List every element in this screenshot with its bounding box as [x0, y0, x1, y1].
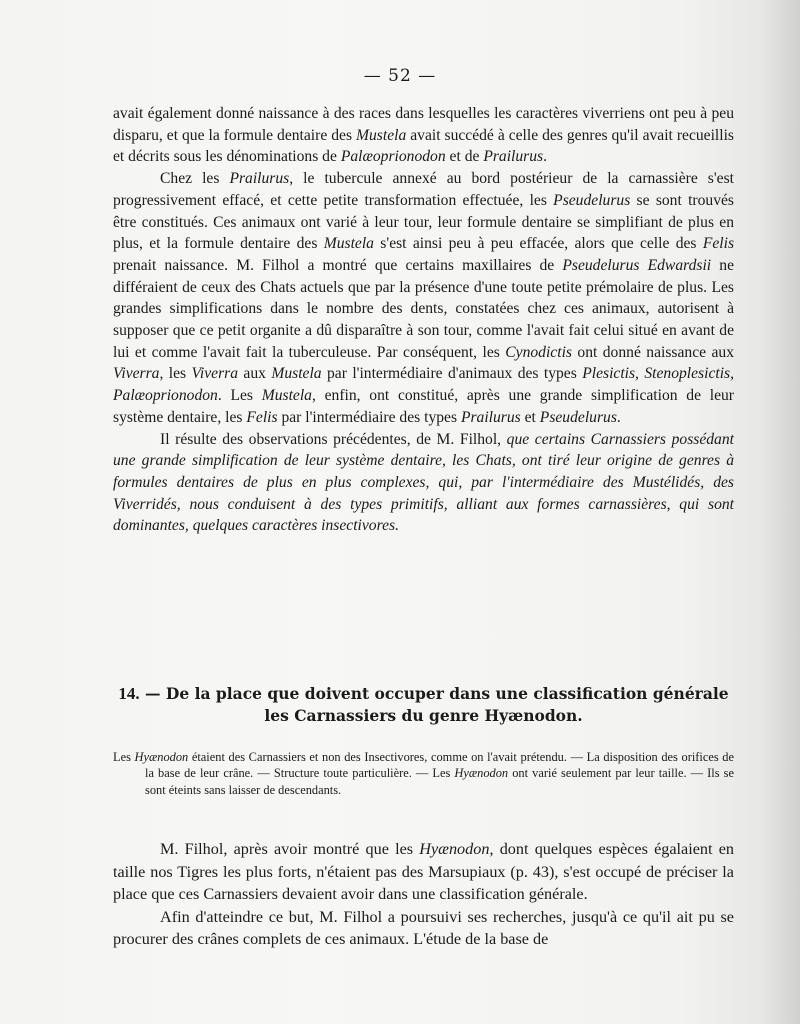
text-run: par l'intermédiaire d'animaux des types	[321, 365, 583, 383]
italic-run: Palæoprionodon	[340, 148, 446, 166]
body-text-bottom	[113, 838, 734, 951]
italic-run: Viverra	[113, 365, 160, 383]
text-run: ont varié seulement par leur taille. — Ils se sont éteints sans laisser de descendants.	[145, 766, 734, 797]
italic-run: Prailurus	[483, 148, 544, 166]
text-run: et de	[445, 148, 484, 166]
text-run: Il résulte des observations précédentes, de M. Filhol,	[160, 430, 507, 448]
text-run: , le tubercule annexé au bord postérieur de la carnassière s'est progressivement effacé, et cette petite transformation effectuée, les	[113, 170, 734, 209]
text-run: s'est ainsi peu à peu effacée, alors que celle des	[373, 235, 703, 253]
section-heading	[113, 683, 734, 727]
italic-run: Pseudelurus	[539, 408, 617, 426]
text-run: par l'intermédiaire des types	[277, 408, 461, 426]
text-run: avait succédé à celle des genres qu'il avait recueillis et décrits sous les dénominations de	[113, 126, 734, 166]
italic-run: Felis	[702, 235, 735, 253]
text-run: prenait naissance. M. Filhol a montré que certains maxillaires de	[113, 256, 563, 274]
italic-run: Prailurus	[460, 408, 521, 426]
italic-run: Hyænodon	[454, 766, 509, 781]
italic-run: Mustela	[323, 235, 374, 253]
text-run: Chez les	[160, 170, 230, 188]
text-run: se sont trouvés être constitués. Ces animaux ont varié à leur tour, leur formule dentaire se simplifiant de plus en plus, et la formule dentaire des	[113, 191, 734, 253]
body-text-top	[113, 103, 734, 537]
italic-run: Pseudelurus	[553, 191, 631, 209]
section-summary	[113, 749, 734, 798]
paragraph	[113, 103, 734, 168]
text-run: avait également donné naissance à des races dans lesquelles les caractères viverriens ont peu à peu disparu, et que la formule dentaire des	[113, 105, 734, 144]
text-run: , enfin, ont constitué, après une grande simplification de leur système dentaire, les	[113, 387, 734, 426]
italic-run: Mustela	[261, 387, 312, 405]
text-run: Afin d'atteindre ce but, M. Filhol a poursuivi ses recherches, jusqu'à ce qu'il ait pu se procurer des crânes complets de ces animaux. L'étude de la base de	[113, 907, 734, 949]
text-run: .	[616, 408, 621, 426]
paragraph	[113, 906, 734, 951]
text-run: étaient des Carnassiers et non des Insectivores, comme on l'avait prétendu. — La disposition des orifices de la base de leur crâne. — Structure toute particulière. — Les	[145, 750, 734, 781]
text-run: .	[543, 148, 548, 166]
section-number: 14.	[118, 684, 140, 703]
italic-run: que certains Carnassiers possédant une grande simplification de leur système dentaire, les Chats, ont tiré leur origine de genres à formules dentaires de plus en plus complexes, qui, par l'intermédiaire des Mustélidés, des Viverridés, nous conduisent à des types primitifs, alliant aux formes carnassières, qui sont dominantes, quelques caractères insectivores.	[113, 430, 734, 535]
paragraph	[113, 168, 734, 428]
italic-run: Prailurus	[229, 170, 290, 188]
paragraph-conclusion	[113, 429, 734, 538]
section-dash: —	[139, 684, 166, 703]
text-run: . Les	[217, 387, 262, 405]
italic-run: Mustela	[271, 365, 322, 383]
text-run: , dont quelques espèces égalaient en taille nos Tigres les plus forts, n'étaient pas des Marsupiaux (p. 43), s'est occupé de préciser la place que ces Carnassiers devaient avoir dans une classification générale.	[113, 840, 735, 904]
italic-run: Pseudelurus Edwardsii	[562, 256, 712, 274]
text-run: Les	[113, 750, 135, 764]
text-run: ne différaient de ceux des Chats actuels que par la présence d'une toute petite prémolaire de plus. Les grandes simplifications dans le nombre des dents, constatées chez ces animaux, autorisent à supposer que ce petit organite a dû disparaître à son tour, comme l'avait fait celui situé en avant de lui et comme l'avait fait la tuberculeuse. Par conséquent, les	[113, 256, 734, 361]
text-run: , les	[159, 365, 192, 383]
summary-text	[113, 749, 734, 798]
section-title-line-1: De la place que doivent occuper dans une classification générale	[165, 684, 729, 703]
italic-run: Plesictis, Stenoplesictis, Palæoprionodon	[113, 365, 735, 405]
italic-run: Felis	[246, 408, 278, 426]
italic-run: Hyænodon	[134, 750, 189, 764]
italic-run: Mustela	[356, 126, 407, 144]
italic-run: Viverra	[191, 365, 239, 383]
section-title-line-2: les Carnassiers du genre Hyænodon.	[264, 706, 583, 725]
section-heading-line-1	[113, 683, 734, 705]
text-run: ont donné naissance aux	[571, 343, 734, 361]
italic-run: Cynodictis	[505, 343, 572, 361]
page-number: — 52 —	[363, 66, 437, 86]
text-run: aux	[238, 365, 272, 383]
italic-run: Hyænodon	[419, 840, 490, 858]
text-run: et	[520, 408, 540, 426]
paragraph	[113, 838, 734, 906]
text-run: M. Filhol, après avoir montré que les	[160, 840, 420, 858]
